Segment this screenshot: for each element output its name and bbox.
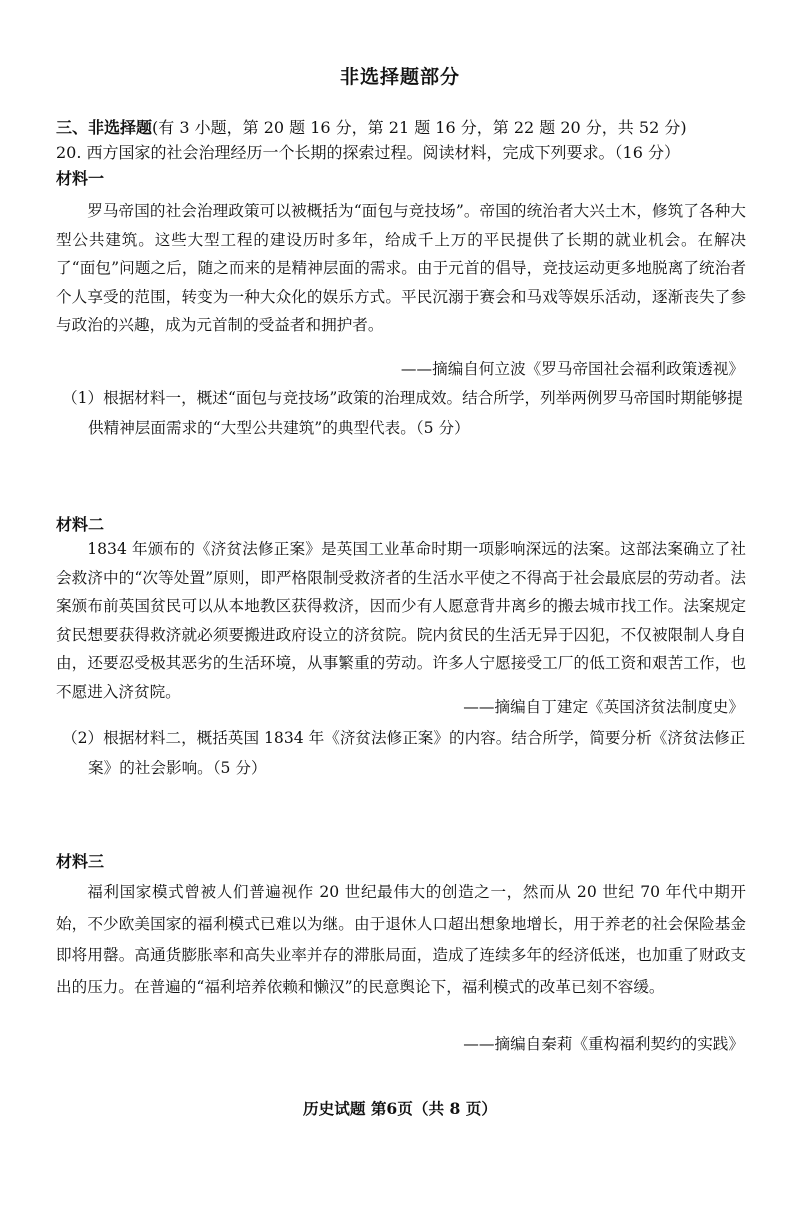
material3-text: 福利国家模式曾被人们普遍视作 20 世纪最伟大的创造之一，然而从 20 世纪 70 年代中期开始，不少欧美国家的福利模式已难以为继。由于退休人口超出想象地增长，用于养老的社会保险基金即将用罄。高通货膨胀率和高失业率并存的滞胀局面，造成了连续多年的经济低迷，也加重了财政支出的压力。在普遍的“福利培养依赖和懒汉”的民意舆论下，福利模式的改革已刻不容缓。: [56, 883, 746, 996]
material2-text: 1834 年颁布的《济贫法修正案》是英国工业革命时期一项影响深远的法案。这部法案确立了社会救济中的“次等处置”原则，即严格限制受救济者的生活水平使之不得高于社会最底层的劳动者。法案颁布前英国贫民可以从本地教区获得救济，因而少有人愿意背井离乡的搬去城市找工作。法案规定贫民想要获得救济就必须要搬进政府设立的济贫院。院内贫民的生活无异于囚犯，不仅被限制人身自由，还要忍受极其恶劣的生活环境，从事繁重的劳动。许多人宁愿接受工厂的低工资和艰苦工作，也不愿进入济贫院。: [56, 540, 746, 701]
material2-source: ——摘编自丁建定《英国济贫法制度史》: [463, 698, 744, 716]
section-title: 非选择题部分: [339, 66, 460, 88]
material3-source: ——摘编自秦莉《重构福利契约的实践》: [463, 1035, 744, 1053]
part-heading-line: [56, 116, 687, 140]
material3-title: 材料三: [56, 852, 105, 871]
question-intro: 20. 西方国家的社会治理经历一个长期的探索过程。阅读材料，完成下列要求。（16 分）: [56, 143, 680, 162]
material1-source: ——摘编自何立波《罗马帝国社会福利政策透视》: [400, 360, 744, 378]
question-2-text: （2）根据材料二，概括英国 1834 年《济贫法修正案》的内容。结合所学，简要分析《济贫法修正案》的社会影响。（5 分）: [62, 729, 746, 777]
material1-title: 材料一: [56, 169, 105, 188]
question-1: [62, 383, 750, 443]
question-1-text: （1）根据材料一，概述“面包与竞技场”政策的治理成效。结合所学，列举两例罗马帝国时期能够提供精神层面需求的“大型公共建筑”的典型代表。（5 分）: [62, 389, 743, 437]
material1-text: 罗马帝国的社会治理政策可以被概括为“面包与竞技场”。帝国的统治者大兴土木，修筑了各种大型公共建筑。这些大型工程的建设历时多年，给成千上万的平民提供了长期的就业机会。在解决了“面包”问题之后，随之而来的是精神层面的需求。由于元首的倡导，竞技运动更多地脱离了统治者个人享受的范围，转变为一种大众化的娱乐方式。平民沉溺于赛会和马戏等娱乐活动，逐渐丧失了参与政治的兴趣，成为元首制的受益者和拥护者。: [56, 202, 746, 334]
material2-title: 材料二: [56, 515, 105, 534]
part-heading-detail: (有 3 小题，第 20 题 16 分，第 21 题 16 分，第 22 题 20 分，共 52 分): [152, 118, 687, 137]
question-2: [62, 723, 750, 783]
page-footer: 历史试题 第6页（共 8 页）: [303, 1099, 497, 1118]
part-heading: 三、非选择题: [56, 118, 153, 137]
